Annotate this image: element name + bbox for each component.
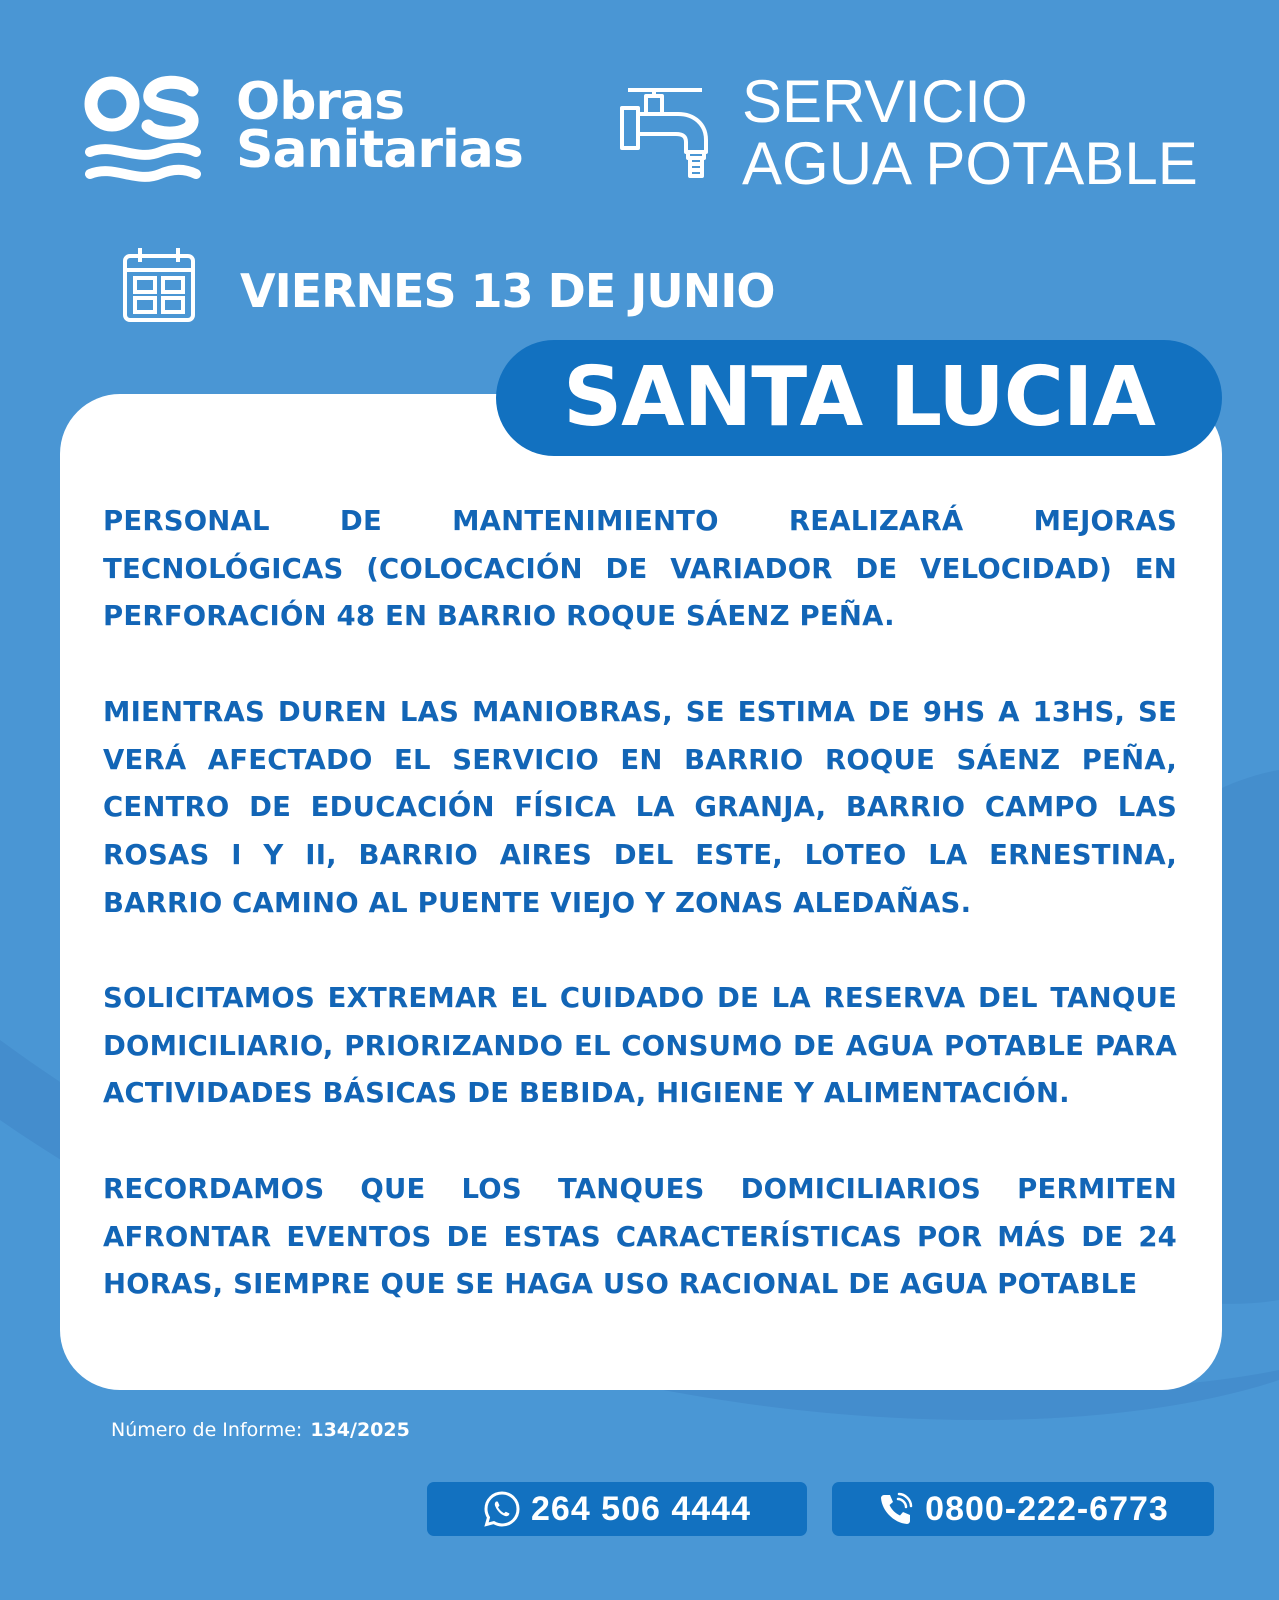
report-number	[111, 1418, 410, 1442]
service-header	[618, 68, 1258, 202]
date-label: VIERNES 13 DE JUNIO	[240, 264, 775, 318]
brand-name-line1: Obras	[236, 72, 405, 132]
paragraph-reminder: RECORDAMOS QUE LOS TANQUES DOMICILIARIOS PERMITEN AFRONTAR EVENTOS DE ESTAS CARACTERÍSTICAS POR MÁS DE 24 HORAS, SIEMPRE QUE SE HAGA USO RACIONAL DE AGUA POTABLE	[103, 1172, 1177, 1301]
paragraph-maintenance: PERSONAL DE MANTENIMIENTO REALIZARÁ MEJORAS TECNOLÓGICAS (COLOCACIÓN DE VARIADOR DE VELOCIDAD) EN PERFORACIÓN 48 EN BARRIO ROQUE SÁENZ PEÑA.	[103, 505, 1177, 633]
calendar-icon	[122, 246, 196, 324]
phone-contact-button[interactable]	[832, 1482, 1214, 1536]
whatsapp-icon	[483, 1490, 521, 1528]
paragraph-request: SOLICITAMOS EXTREMAR EL CUIDADO DE LA RESERVA DEL TANQUE DOMICILIARIO, PRIORIZANDO EL CONSUMO DE AGUA POTABLE PARA ACTIVIDADES BÁSICAS DE BEBIDA, HIGIENE Y ALIMENTACIÓN.	[103, 982, 1177, 1110]
brand-logo	[84, 72, 544, 192]
city-name: SANTA LUCIA	[563, 350, 1155, 445]
phone-icon	[877, 1490, 915, 1528]
phone-number: 0800-222-6773	[925, 1489, 1169, 1528]
service-title-line2: AGUA POTABLE	[742, 130, 1198, 197]
os-waves-logo-icon	[84, 72, 202, 190]
report-value: 134/2025	[310, 1419, 410, 1441]
whatsapp-number: 264 506 4444	[531, 1489, 751, 1528]
brand-name-line2: Sanitarias	[236, 120, 523, 180]
notice-body	[103, 498, 1177, 1357]
report-label: Número de Informe:	[111, 1419, 303, 1441]
city-badge	[496, 340, 1222, 456]
paragraph-affected-areas: MIENTRAS DUREN LAS MANIOBRAS, SE ESTIMA DE 9HS A 13HS, SE VERÁ AFECTADO EL SERVICIO EN BARRIO ROQUE SÁENZ PEÑA, CENTRO DE EDUCACIÓN FÍSICA LA GRANJA, BARRIO CAMPO LAS ROSAS I Y II, BARRIO AIRES DEL ESTE, LOTEO LA ERNESTINA, BARRIO CAMINO AL PUENTE VIEJO Y ZONAS ALEDAÑAS.	[103, 695, 1177, 919]
whatsapp-contact-button[interactable]	[427, 1482, 807, 1536]
service-title-line1: SERVICIO	[742, 68, 1028, 135]
faucet-icon	[618, 80, 728, 190]
